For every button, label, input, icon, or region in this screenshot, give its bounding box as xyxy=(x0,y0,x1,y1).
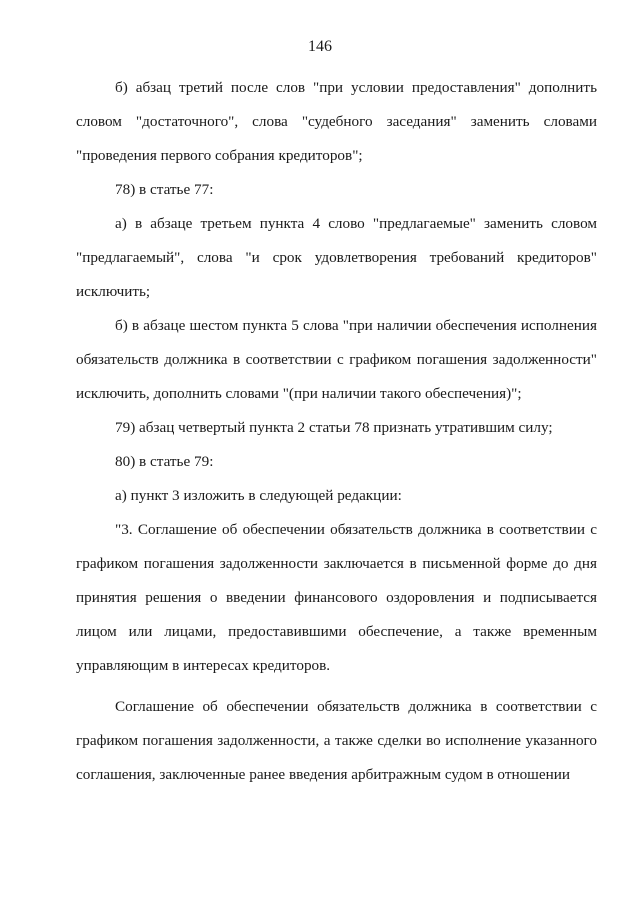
paragraph-78-article-77: 78) в статье 77: xyxy=(115,181,214,198)
paragraph-a-punkt-3: а) пункт 3 изложить в следующей редакции: xyxy=(115,487,402,504)
paragraph-b-abzac-shestoy-punkt-5: б) в абзаце шестом пункта 5 слова "при наличии обеспечения исполнения обязательств должника в соответствии с графиком погашения задолженности" исключить, дополнить словами "(при наличии такого обеспечения)"; xyxy=(76,317,597,402)
paragraph-b-abzac-tretiy: б) абзац третий после слов "при условии предоставления" дополнить словом "достаточного", слова "судебного заседания" заменить словами "проведения первого собрания кредиторов"; xyxy=(76,79,597,164)
paragraph-79: 79) абзац четвертый пункта 2 статьи 78 признать утратившим силу; xyxy=(115,419,553,436)
paragraph-80-article-79: 80) в статье 79: xyxy=(115,453,214,470)
paragraph-a-abzac-tretiy-punkt-4: а) в абзаце третьем пункта 4 слово "предлагаемые" заменить словом "предлагаемый", слова "и срок удовлетворения требований кредиторов" исключить; xyxy=(76,215,597,300)
document-body xyxy=(76,71,597,792)
paragraph-soglashenie: Соглашение об обеспечении обязательств должника в соответствии с графиком погашения задолженности, а также сделки во исполнение указанного соглашения, заключенные ранее введения арбитражным судом в отношении xyxy=(76,698,597,783)
page-number: 146 xyxy=(308,38,332,55)
paragraph-quoted-punkt-3: "3. Соглашение об обеспечении обязательств должника в соответствии с графиком погашения задолженности заключается в письменной форме до дня принятия решения о введении финансового оздоровления и подписывается лицом или лицами, предоставившими обеспечение, а также временным управляющим в интересах кредиторов. xyxy=(76,521,597,674)
